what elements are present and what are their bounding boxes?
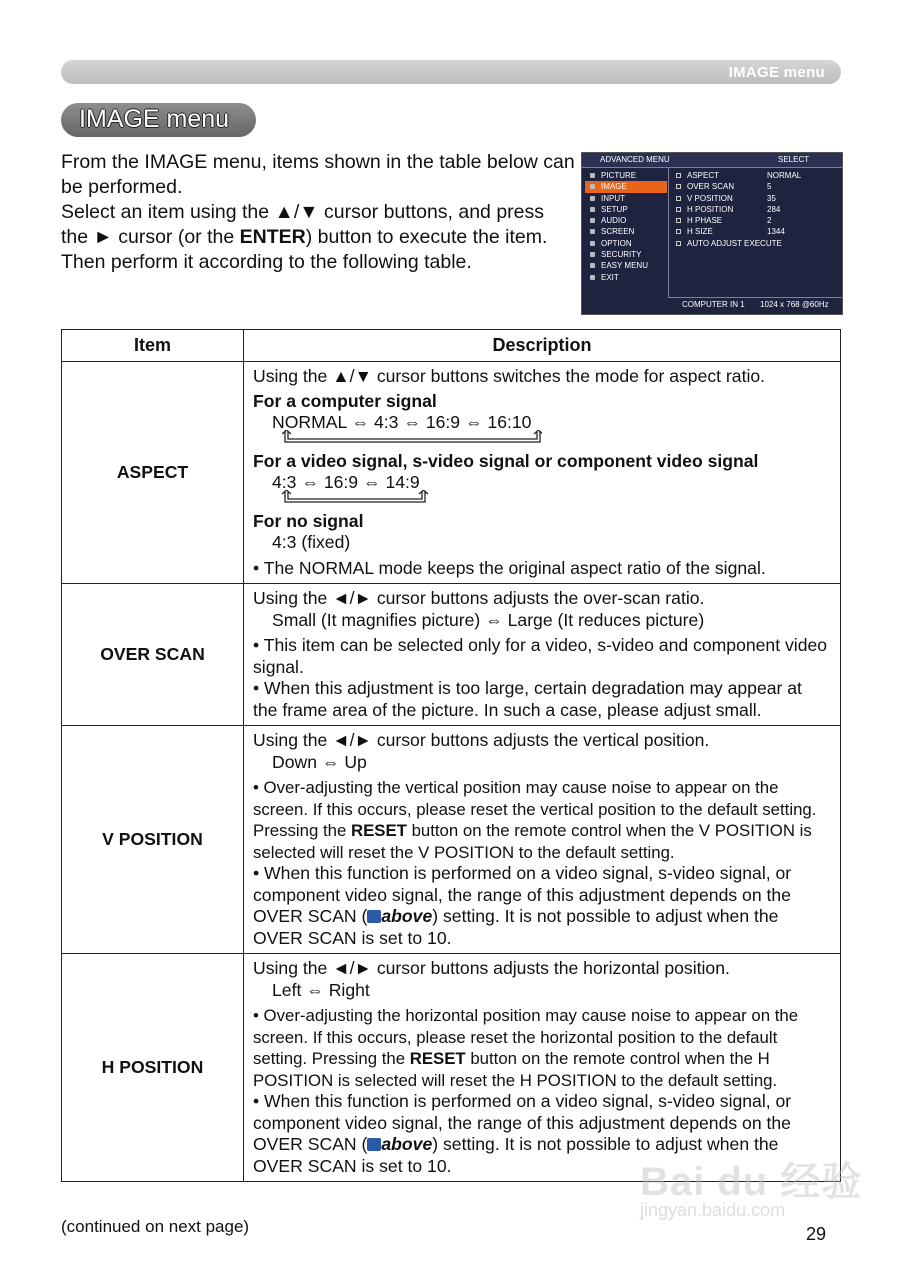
osd-menu-item: SCREEN: [585, 226, 667, 237]
osd-row-label: H POSITION: [687, 204, 734, 214]
reset-label: RESET: [350, 821, 407, 840]
book-icon: [367, 1138, 381, 1151]
item-vposition: V POSITION: [62, 726, 244, 954]
osd-resolution: 1024 x 768 @60Hz: [760, 300, 829, 309]
table-row-hposition: [62, 954, 841, 1182]
item-hposition: H POSITION: [62, 954, 244, 1182]
osd-status-bar: [668, 297, 842, 314]
enter-label: ENTER: [239, 226, 306, 248]
osd-menu-item: OPTION: [585, 238, 667, 249]
note-text: • Over-adjusting the vertical position may cause noise to appear on the screen. If this occurs, please reset the vertical position to the default setting. Pressing the: [253, 778, 817, 840]
book-icon: [367, 910, 381, 923]
intro-line-2a: Select an item using the ▲/▼ cursor buttons, and press the ► cursor (or the: [61, 201, 545, 248]
desc-sequence: Small (It magnifies picture) ⇔ Large (It reduces picture): [272, 609, 705, 630]
header-label: IMAGE menu: [728, 64, 825, 81]
intro-line-1: From the IMAGE menu, items shown in the table below can be performed.: [61, 151, 575, 198]
watermark-logo: Bai du 经验: [640, 1160, 863, 1204]
image-menu-table: [61, 329, 841, 1182]
osd-row-label: AUTO ADJUST EXECUTE: [687, 238, 782, 248]
osd-menu-item: SECURITY: [585, 249, 667, 260]
desc-note: [253, 1005, 831, 1091]
osd-row-label: H PHASE: [687, 216, 723, 226]
desc-line: Using the ◄/► cursor buttons adjusts the vertical position.: [253, 730, 710, 750]
desc-hposition: [244, 954, 841, 1182]
col-description-header: Description: [244, 330, 841, 362]
osd-row: [671, 193, 836, 204]
page-number: 29: [806, 1224, 827, 1244]
intro-line-2: [61, 200, 576, 275]
desc-line: Using the ◄/► cursor buttons adjusts the horizontal position.: [253, 958, 730, 978]
desc-sequence: 4:3 ⇔ 16:9 ⇔ 14:9: [272, 472, 420, 492]
item-overscan: OVER SCAN: [62, 584, 244, 726]
osd-divider: [668, 168, 669, 298]
osd-row-value: 35: [767, 193, 776, 203]
osd-title: ADVANCED MENU: [600, 155, 670, 164]
osd-row: [671, 204, 836, 215]
desc-sequence: Left ⇔ Right: [272, 979, 370, 1000]
osd-menu-item: AUDIO: [585, 215, 667, 226]
desc-note: • This item can be selected only for a video, s-video and component video signal.: [253, 635, 828, 677]
section-title-text: IMAGE menu: [79, 105, 230, 133]
table-header-row: [62, 330, 841, 362]
desc-subheading: For a computer signal: [253, 390, 437, 411]
osd-input-source: COMPUTER IN 1: [682, 300, 745, 309]
section-title: [61, 103, 256, 137]
osd-menu-item: EASY MENU: [585, 260, 667, 271]
osd-row-label: H SIZE: [687, 227, 713, 237]
intro-line-2b: ) button to execute the item. Then perform it according to the following table.: [61, 226, 548, 273]
continued-note: (continued on next page): [61, 1217, 250, 1236]
reset-label: RESET: [409, 1049, 466, 1068]
desc-subheading: For no signal: [253, 510, 364, 531]
osd-menu-item: PICTURE: [585, 170, 667, 181]
table-row-vposition: [62, 726, 841, 954]
cycle-arrow: [253, 434, 831, 448]
cycle-arrow-icon: [282, 430, 542, 446]
cycle-arrow: [253, 494, 831, 508]
desc-note: [253, 863, 831, 949]
item-aspect: ASPECT: [62, 362, 244, 584]
desc-subheading: For a video signal, s-video signal or component video signal: [253, 450, 759, 471]
osd-top-bar: [582, 153, 842, 168]
osd-row-value: 1344: [767, 227, 785, 237]
desc-note: [253, 777, 831, 863]
header-bar: [61, 60, 841, 84]
desc-sequence: NORMAL ⇔ 4:3 ⇔ 16:9 ⇔ 16:10: [272, 412, 532, 432]
osd-row-value: 284: [767, 204, 781, 214]
note-text: ) setting. It is not possible to adjust when the OVER SCAN is set to 10.: [253, 906, 779, 948]
osd-select: SELECT: [778, 155, 810, 164]
osd-menu-list: [585, 170, 667, 283]
note-text: button on the remote control when the H POSITION is selected will reset the H POSITION to the default setting.: [253, 1049, 778, 1090]
cycle-arrow-icon: [282, 490, 432, 506]
desc-vposition: [244, 726, 841, 954]
desc-aspect: [244, 362, 841, 584]
intro-text: [61, 150, 576, 275]
osd-row-value: NORMAL: [767, 171, 802, 180]
desc-line: Using the ◄/► cursor buttons adjusts the over-scan ratio.: [253, 588, 705, 608]
osd-menu-item: INPUT: [585, 193, 667, 204]
osd-row-value: 5: [767, 182, 772, 192]
osd-row: [671, 170, 836, 181]
desc-note: • When this adjustment is too large, certain degradation may appear at the frame area of the picture. In such a case, please adjust small.: [253, 678, 802, 720]
note-text: button on the remote control when the V POSITION is selected will reset the V POSITION to the default setting.: [253, 821, 812, 862]
desc-overscan: [244, 584, 841, 726]
osd-row: [671, 238, 836, 249]
reference-link[interactable]: above: [381, 1134, 433, 1154]
desc-sequence: 4:3 (fixed): [272, 532, 351, 552]
osd-menu-item: EXIT: [585, 272, 667, 283]
osd-menu-image: [581, 152, 843, 315]
osd-menu-item-selected: IMAGE: [585, 181, 667, 192]
note-text: ) setting. It is not possible to adjust when the OVER SCAN is set to 10.: [253, 1134, 779, 1176]
osd-menu-item: SETUP: [585, 204, 667, 215]
osd-row-value: 2: [767, 216, 772, 226]
table-row-aspect: [62, 362, 841, 584]
note-text: • When this function is performed on a video signal, s-video signal, or component video signal, the range of this adjustment depends on the OVER SCAN (: [253, 1091, 792, 1154]
osd-submenu: [671, 170, 836, 249]
osd-row: [671, 181, 836, 192]
watermark-url: jingyan.baidu.com: [640, 1200, 786, 1220]
desc-note: • The NORMAL mode keeps the original aspect ratio of the signal.: [253, 557, 766, 578]
osd-row-label: OVER SCAN: [687, 182, 735, 192]
col-item-header: Item: [62, 330, 244, 362]
reference-link[interactable]: above: [381, 906, 433, 926]
table-row-overscan: [62, 584, 841, 726]
osd-row-label: ASPECT: [687, 171, 720, 180]
desc-line: Using the ▲/▼ cursor buttons switches the mode for aspect ratio.: [253, 366, 766, 386]
osd-row: [671, 215, 836, 226]
note-text: • Over-adjusting the horizontal position may cause noise to appear on the screen. If this occurs, please reset the horizontal position to the default setting. Pressing the: [253, 1006, 799, 1068]
desc-sequence: Down ⇔ Up: [272, 751, 367, 772]
osd-row-label: V POSITION: [687, 193, 733, 203]
osd-row: [671, 226, 836, 237]
note-text: • When this function is performed on a video signal, s-video signal, or component video signal, the range of this adjustment depends on the OVER SCAN (: [253, 863, 792, 926]
